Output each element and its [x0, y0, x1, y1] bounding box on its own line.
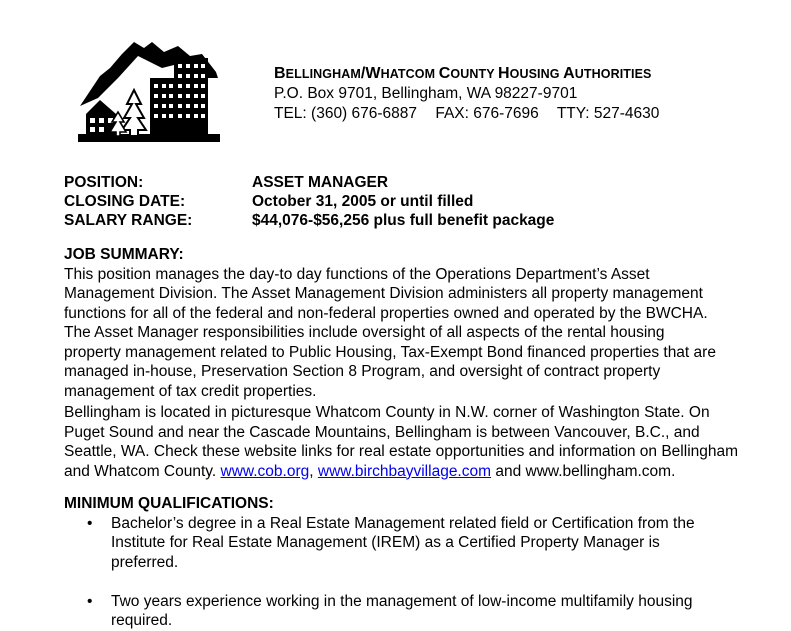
- location-line: Bellingham is located in picturesque Whatcom County in N.W. corner of Washington State. On: [64, 404, 710, 421]
- job-summary-line: managed in-house, Preservation Section 8 Program, and oversight of contract property: [64, 363, 661, 380]
- job-summary-line: functions for all of the federal and non-federal properties owned and operated by the BWCHA.: [64, 304, 708, 322]
- fax: FAX: 676-7696: [435, 105, 539, 122]
- closing-date-value: October 31, 2005 or until filled: [252, 193, 474, 210]
- bullet-icon: •: [87, 514, 93, 532]
- list-item: • Bachelor’s degree in a Real Estate Management related field or Certification from the Institute for Real Estate Management (IREM) as a Certified Property Manager is preferred.: [87, 514, 695, 571]
- location-line: Seattle, WA. Check these website links for real estate opportunities and information on Bellingham: [64, 443, 739, 460]
- job-summary-line: This position manages the day-to day functions of the Operations Department’s Asset: [64, 265, 650, 283]
- job-summary-line: management of tax credit properties.: [64, 382, 317, 400]
- qualifications-heading: MINIMUM QUALIFICATIONS:: [64, 495, 274, 512]
- position-label: POSITION:: [64, 174, 144, 191]
- birchbayvillage-link[interactable]: www.birchbayvillage.com: [317, 462, 492, 480]
- job-summary-line: Management Division. The Asset Management Division administers all property management: [64, 285, 703, 302]
- telephone: TEL: (360) 676-6887: [274, 105, 418, 122]
- bullet-icon: •: [87, 592, 93, 610]
- list-item: • Two years experience working in the management of low-income multifamily housing required.: [87, 592, 693, 629]
- job-summary-line: property management related to Public Housing, Tax-Exempt Bond financed properties that are: [64, 343, 716, 361]
- position-value: ASSET MANAGER: [252, 174, 389, 191]
- organization-address: P.O. Box 9701, Bellingham, WA 98227-9701: [274, 85, 578, 102]
- job-summary-line: The Asset Manager responsibilities include oversight of all aspects of the rental housing: [64, 324, 665, 341]
- closing-date-label: CLOSING DATE:: [64, 193, 186, 210]
- job-summary-heading: JOB SUMMARY:: [64, 246, 184, 263]
- organization-header: [274, 64, 659, 124]
- location-line: and Whatcom County. www.cob.org, www.birchbayvillage.com and www.bellingham.com.: [64, 462, 676, 480]
- mountain-trees-buildings-logo-icon: [78, 38, 220, 142]
- location-line: Puget Sound and near the Cascade Mountains, Bellingham is between Vancouver, B.C., and: [64, 423, 700, 441]
- qualifications-section: [64, 494, 764, 631]
- qualifications-list: [64, 514, 764, 631]
- tty: TTY: 527-4630: [556, 105, 660, 122]
- location-paragraph: [64, 403, 764, 481]
- contact-numbers: [274, 104, 659, 124]
- closing-date-row: [64, 192, 554, 211]
- organization-name: BELLINGHAM/WHATCOM COUNTY HOUSING AUTHORITIES: [274, 65, 652, 82]
- position-row: [64, 173, 554, 192]
- position-details: [64, 173, 554, 230]
- cob-link[interactable]: www.cob.org: [220, 462, 310, 480]
- job-summary-section: [64, 245, 764, 401]
- salary-range-label: SALARY RANGE:: [64, 212, 193, 229]
- salary-range-value: $44,076-$56,256 plus full benefit package: [252, 212, 555, 229]
- salary-range-row: [64, 211, 554, 230]
